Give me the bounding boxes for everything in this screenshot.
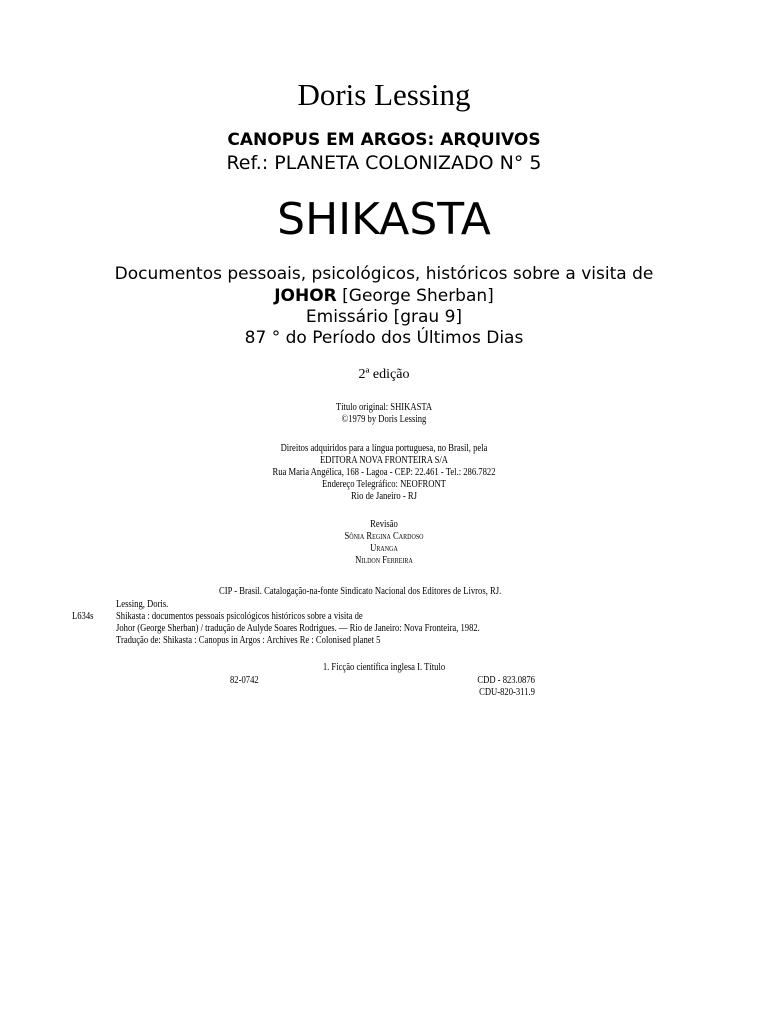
subtitle-line-1: Documentos pessoais, psicológicos, históricos sobre a visita de (114, 264, 654, 284)
revision-name: Uranga (370, 543, 398, 554)
original-title: Título original: SHIKASTA (335, 402, 433, 413)
publisher-city: Rio de Janeiro - RJ (351, 491, 417, 502)
subtitle-line-4: 87 ° do Período dos Últimos Dias (244, 328, 524, 348)
subtitle-johor: JOHOR (274, 286, 337, 306)
cip-line: Tradução de: Shikasta : Canopus in Argos : Archives Re : Colonised planet 5 (116, 635, 381, 646)
subtitle-sherban: [George Sherban] (336, 286, 494, 306)
revision-name: Sônia Regina Cardoso (344, 531, 424, 542)
cip-subject: 1. Ficção científica inglesa I. Título (322, 662, 446, 673)
publisher-address: Rua Maria Angélica, 168 - Lagoa - CEP: 22.461 - Tel.: 286.7822 (272, 467, 496, 478)
cip-control-number: 82-0742 (230, 675, 259, 686)
cip-header: CIP - Brasil. Catalogação-na-fonte Sindicato Nacional dos Editores de Livros, RJ. (219, 586, 502, 597)
rights-line: Direitos adquiridos para a língua portuguesa, no Brasil, pela (280, 443, 488, 454)
cip-cdd: CDD - 823.0876 (477, 675, 535, 686)
cip-line: Lessing, Doris. (116, 599, 169, 610)
copyright: ©1979 by Doris Lessing (341, 414, 427, 425)
cip-call-number: L634s (72, 611, 94, 622)
revision-name: Nildon Ferreira (355, 555, 413, 566)
subtitle-line-2 (0, 286, 768, 307)
edition: 2ª edição (358, 367, 410, 382)
cip-line: Shikasta : documentos pessoais psicológicos históricos sobre a visita de (116, 611, 363, 622)
subtitle-line-3: Emissário [grau 9] (305, 307, 463, 327)
revision-label: Revisão (370, 519, 398, 530)
series-reference: Ref.: PLANETA COLONIZADO N° 5 (226, 152, 542, 174)
publisher-telegraph: Endereço Telegráfico: NEOFRONT (322, 479, 446, 490)
series-title: CANOPUS EM ARGOS: ARQUIVOS (227, 130, 541, 150)
book-title: SHIKASTA (277, 194, 491, 245)
publisher-name: EDITORA NOVA FRONTEIRA S/A (319, 455, 448, 466)
cip-line: Johor (George Sherban) / tradução de Aulyde Soares Rodrigues. — Rio de Janeiro: Nova Fronteira, 1982. (116, 623, 480, 634)
cip-cdu: CDU-820-311.9 (479, 687, 535, 698)
author-name: Doris Lessing (297, 77, 471, 112)
